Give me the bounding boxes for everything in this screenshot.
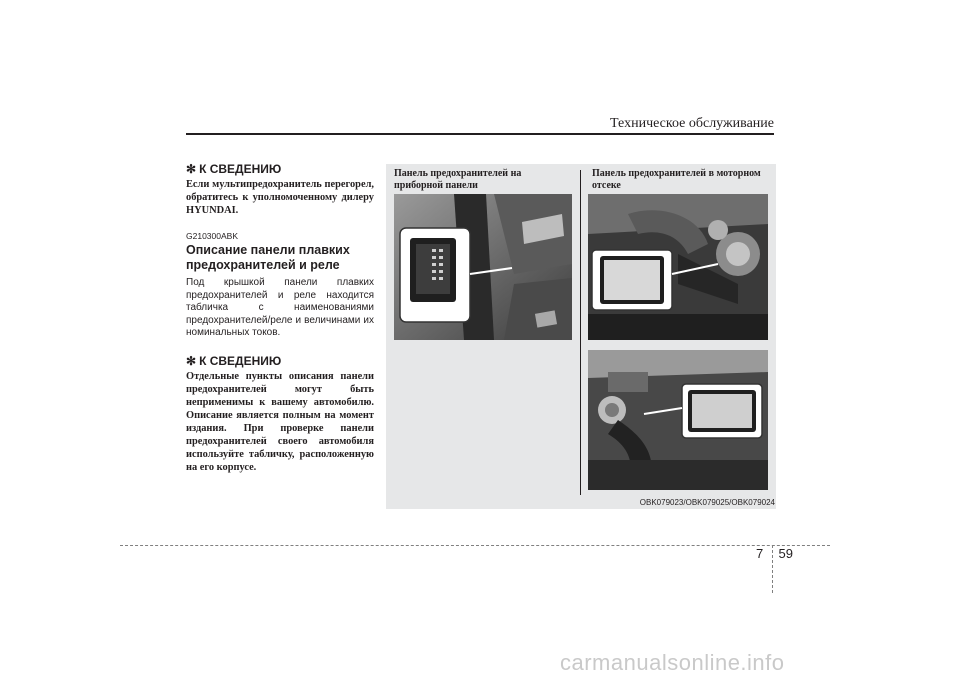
note1-heading [186, 162, 374, 176]
left-column [186, 162, 374, 474]
figure-divider [580, 170, 581, 495]
note2-heading-text: К СВЕДЕНИЮ [199, 353, 282, 368]
engine-photo-1-illustration [588, 194, 768, 340]
header-title: Техническое обслуживание [610, 116, 774, 131]
note2-body: Отдельные пункты описания панели предохранителей могут быть неприменимы к вашему автомобилю. Описание является полным на момент издания. При проверке панели предохранителей своего автомобиля используйте табличку, расположенную на его корпусе. [186, 370, 374, 473]
page-number-value: 59 [778, 546, 793, 561]
note-star-icon: ✻ [186, 162, 197, 176]
note1-body: Если мультипредохранитель перегорел, обратитесь к уполномоченному дилеру HYUNDAI. [186, 179, 374, 216]
figure-code: OBK079023/OBK079025/OBK079024 [639, 498, 775, 507]
dash-fuse-panel-photo [394, 194, 572, 340]
note1-heading-text: К СВЕДЕНИЮ [199, 162, 282, 176]
engine-photo-2-illustration [588, 350, 768, 490]
caption-engine-fuse-panel: Панель предохранителей в моторном отсеке [592, 168, 761, 191]
note-star-icon: ✻ [186, 353, 197, 368]
dash-photo-illustration [394, 194, 572, 340]
header-rule [186, 133, 774, 135]
section-code: G210300ABK [186, 231, 238, 241]
note2-heading [186, 354, 374, 368]
chapter-number: 7 [756, 546, 764, 561]
page-number [756, 546, 793, 561]
section-body: Под крышкой панели плавких предохранителей и реле находится табличка с наименованиями предохранителей/реле и величинами их номинальных токов. [186, 277, 374, 338]
watermark: carmanualsonline.info [560, 650, 785, 675]
engine-fuse-panel-photo-2 [588, 350, 768, 490]
footer-dashed-rule [120, 545, 830, 546]
engine-fuse-panel-photo-1 [588, 194, 768, 340]
note2 [186, 354, 374, 474]
section-title: Описание панели плавких предохранителей и реле [186, 243, 350, 272]
caption-dash-fuse-panel: Панель предохранителей на приборной панели [394, 168, 522, 191]
